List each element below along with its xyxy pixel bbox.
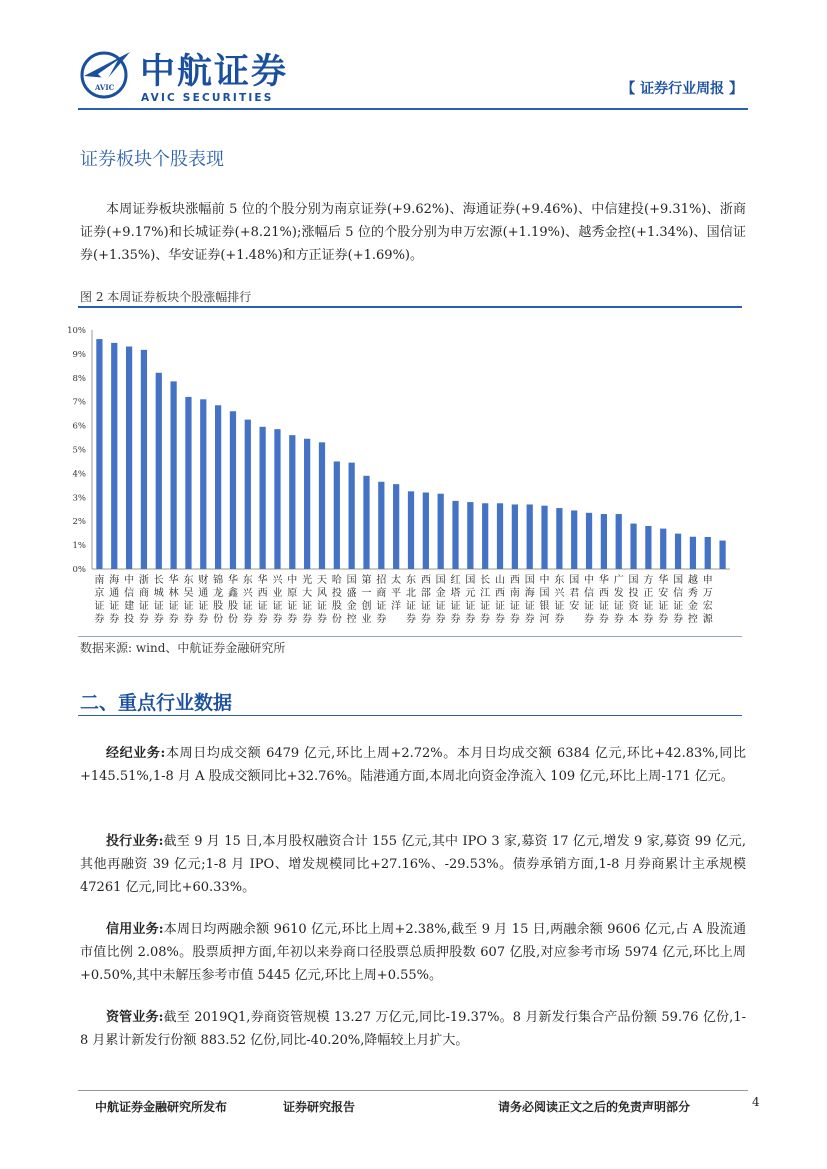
brokerage-label: 经纪业务:	[106, 746, 166, 761]
bar	[111, 343, 117, 569]
x-category-label: 南京证券	[94, 575, 105, 625]
y-tick-label: 1%	[72, 541, 86, 552]
x-category-label: 中信建投	[124, 575, 135, 625]
bar	[705, 537, 711, 569]
x-category-label: 海通证券	[109, 575, 120, 625]
asset-management-label: 资管业务:	[106, 1010, 164, 1025]
asset-management-text: 截至 2019Q1,券商资管规模 13.27 万亿元,同比-19.37%。8 月新发行集合产品份额 59.76 亿份,1-8 月累计新发行份额 883.52 亿份,同比-40.20%,降幅较上月扩大。	[80, 1010, 746, 1048]
investment-banking-text: 截至 9 月 15 日,本月股权融资合计 155 亿元,其中 IPO 3 家,募资 17 亿元,增发 9 家,募资 99 亿元,其他再融资 39 亿元;1-8 月 IPO、增发规模同比+27.16%、-29.53%。债券承销方面,1-8 月券商累计主承规模 47261 亿元,同比+60.33%。	[80, 834, 746, 895]
data-source-note: 数据来源: wind、中航证券金融研究所	[80, 641, 286, 655]
bar	[363, 476, 369, 569]
bar	[571, 510, 577, 569]
x-category-label: 第一创业	[361, 575, 372, 625]
y-tick-label: 6%	[72, 421, 86, 432]
bar	[215, 405, 221, 569]
bar	[393, 484, 399, 569]
x-category-label: 锦龙股份	[213, 575, 224, 625]
bar	[423, 493, 429, 569]
x-category-label: 国金证券	[435, 575, 446, 625]
x-category-label: 华林证券	[168, 575, 179, 625]
bar	[467, 502, 473, 569]
bar	[156, 373, 162, 569]
bar	[556, 508, 562, 569]
brokerage-block	[80, 742, 746, 788]
bar	[601, 514, 607, 569]
x-category-label: 华安证券	[658, 575, 669, 625]
bar	[630, 524, 636, 569]
x-category-label: 申万宏源	[702, 575, 713, 625]
bar	[334, 461, 340, 569]
bar	[408, 491, 414, 569]
y-tick-label: 9%	[72, 349, 86, 360]
bar	[690, 537, 696, 569]
x-category-label: 国君安	[569, 575, 580, 612]
x-category-label: 东兴证券	[554, 575, 565, 625]
bar	[452, 501, 458, 569]
x-category-label: 国信证券	[673, 575, 684, 625]
x-category-label: 浙商证券	[138, 575, 149, 625]
bar	[438, 494, 444, 569]
bar	[319, 442, 325, 569]
section2-divider	[78, 715, 742, 716]
bar	[245, 420, 251, 569]
bar	[260, 427, 266, 569]
x-category-label: 方正证券	[643, 575, 654, 625]
x-category-label: 东吴证券	[183, 575, 194, 625]
bar	[289, 435, 295, 569]
bar	[349, 463, 355, 569]
figure-bottom-rule	[78, 636, 742, 637]
x-category-label: 山西证券	[495, 575, 506, 625]
stock-gain-bar-chart	[60, 315, 750, 635]
x-category-label: 国海证券	[524, 575, 535, 625]
bar	[378, 482, 384, 569]
x-category-label: 华鑫股份	[227, 575, 238, 625]
x-category-label: 太平洋	[391, 575, 402, 612]
x-category-label: 长城证券	[153, 575, 164, 625]
logo-mark-text: AVIC	[95, 83, 115, 92]
x-category-label: 光大证券	[302, 575, 313, 625]
credit-text: 本周日均两融余额 9610 亿元,环比上周+2.38%,截至 9 月 15 日,两融余额 9606 亿元,占 A 股流通市值比例 2.08%。股票质押方面,年初以来券商口径股票总质押股数 607 亿股,对应参考市场 5974 亿元,环比上周+0.50%,其中未解压参考市值 5445 亿元,环比上周+0.55%。	[80, 922, 746, 983]
footer-publisher: 中航证券金融研究所发布	[95, 1100, 228, 1114]
y-tick-label: 7%	[72, 397, 86, 408]
figure-title: 图 2 本周证券板块个股涨幅排行	[80, 290, 252, 304]
section-title-stock-performance: 证券板块个股表现	[80, 149, 224, 170]
y-tick-label: 0%	[72, 565, 86, 575]
x-category-label: 西部证券	[420, 575, 431, 625]
bar	[274, 429, 280, 569]
x-category-label: 越秀金控	[687, 575, 698, 625]
logo-chinese-name: 中航证券	[140, 52, 289, 92]
bar	[527, 504, 533, 569]
page-number: 4	[752, 1095, 760, 1109]
x-category-label: 西南证券	[509, 575, 520, 625]
x-category-label: 广发证券	[613, 575, 624, 625]
x-category-label: 天风证券	[316, 575, 327, 625]
footer-report-type: 证券研究报告	[283, 1100, 356, 1114]
report-type-tag: 【 证券行业周报 】	[621, 81, 743, 97]
bar	[482, 503, 488, 569]
y-tick-label: 10%	[67, 326, 86, 336]
credit-label: 信用业务:	[106, 922, 164, 937]
y-tick-label: 5%	[72, 445, 86, 456]
x-category-label: 国元证券	[465, 575, 476, 625]
x-category-label: 东北证券	[406, 575, 416, 625]
asset-management-block	[80, 1006, 746, 1052]
y-tick-label: 4%	[72, 469, 86, 480]
x-category-label: 长江证券	[480, 575, 491, 625]
x-category-label: 东兴证券	[242, 575, 253, 625]
x-category-label: 红塔证券	[450, 575, 461, 625]
intro-paragraph: 本周证券板块涨幅前 5 位的个股分别为南京证券(+9.62%)、海通证券(+9.46%)、中信建投(+9.31%)、浙商证券(+9.17%)和长城证券(+8.21%);涨幅后 5 位的个股分别为申万宏源(+1.19%)、越秀金控(+1.34%)、国信证券(+1.35%)、华安证券(+1.48%)和方正证券(+1.69%)。	[80, 202, 746, 263]
bar	[660, 529, 666, 569]
y-tick-label: 3%	[72, 493, 86, 504]
bar	[141, 350, 147, 569]
bar	[541, 506, 547, 569]
bar	[675, 534, 681, 569]
investment-banking-label: 投行业务:	[106, 834, 164, 849]
bar	[719, 541, 725, 569]
bar	[616, 514, 622, 569]
x-category-label: 招商证券	[376, 575, 387, 625]
bar	[497, 503, 503, 569]
header-divider	[78, 108, 748, 110]
x-category-label: 华西证券	[598, 575, 609, 625]
bar	[645, 526, 651, 569]
logo-english-name: AVIC SECURITIES	[141, 92, 274, 104]
y-tick-label: 8%	[72, 373, 86, 384]
x-category-label: 兴业证券	[272, 575, 283, 625]
x-category-label: 中国银河	[539, 575, 550, 625]
x-category-label: 国投资本	[628, 575, 639, 625]
x-category-label: 华西证券	[257, 575, 268, 625]
bar	[200, 399, 206, 569]
bar	[185, 397, 191, 569]
bar	[96, 339, 102, 569]
bar	[512, 504, 518, 569]
x-category-label: 财通证券	[198, 575, 209, 625]
footer-divider	[78, 1090, 748, 1091]
bar	[586, 513, 592, 569]
figure-top-rule	[78, 306, 742, 308]
y-tick-label: 2%	[72, 517, 86, 528]
footer-disclaimer: 请务必阅读正文之后的免责声明部分	[498, 1100, 691, 1114]
avic-logo-icon	[78, 48, 132, 100]
credit-block	[80, 918, 746, 987]
bar	[230, 411, 236, 569]
bar	[170, 381, 176, 569]
investment-banking-block	[80, 830, 746, 899]
bar	[304, 439, 310, 569]
x-category-label: 哈投股份	[331, 575, 342, 625]
section-title-industry-data: 二、重点行业数据	[80, 692, 233, 714]
x-category-label: 中信证券	[584, 575, 595, 625]
x-category-label: 国盛金控	[346, 575, 357, 625]
brokerage-text: 本周日均成交额 6479 亿元,环比上周+2.72%。本月日均成交额 6384 亿元,环比+42.83%,同比+145.51%,1-8 月 A 股成交额同比+32.76%。陆港通方面,本周北向资金净流入 109 亿元,环比上周-171 亿元。	[80, 746, 746, 784]
bar	[126, 346, 132, 569]
x-category-label: 中原证券	[287, 575, 298, 625]
